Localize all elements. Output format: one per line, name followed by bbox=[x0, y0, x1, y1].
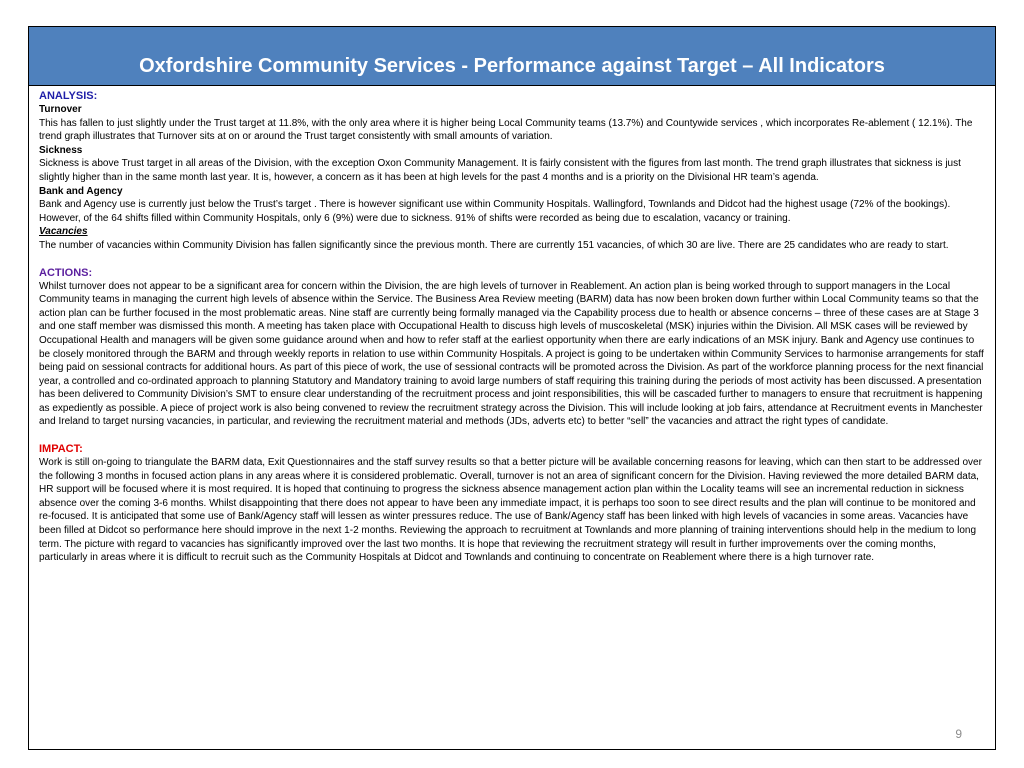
title-bar bbox=[29, 27, 995, 86]
turnover-text: This has fallen to just slightly under the Trust target at 11.8%, with the only area where it is higher being Local Community teams (13.7%) and Countywide services , which incorporates Re-ablement ( 12.1%). The trend graph illustrates that Turnover sits at on or around the Trust target consistently with small amounts of variation. bbox=[39, 117, 973, 143]
sickness-text: Sickness is above Trust target in all areas of the Division, with the exception Oxon Community Management. It is fairly consistent with the figures from last month. The trend graph illustrates that sickness is just slightly higher than in the same month last year. It is, however, a concern as it has been at high levels for the past 4 months and is a priority on the Divisional HR team’s agenda. bbox=[39, 158, 961, 183]
sickness-heading: Sickness bbox=[39, 144, 83, 156]
bank-agency-text: Bank and Agency use is currently just below the Trust’s target . There is however significant use within Community Hospitals. Wallingford, Townlands and Didcot had the highest usage (72% of the bookings). However, of the 64 shifts filled within Community Hospitals, only 6 (9%) were due to sickness. 91% of shifts were recorded as being due to escalation, vacancy or training. bbox=[39, 199, 951, 224]
turnover-heading: Turnover bbox=[39, 104, 82, 115]
actions-heading: ACTIONS: bbox=[39, 266, 93, 279]
page-number: 9 bbox=[955, 727, 962, 741]
bank-agency-heading: Bank and Agency bbox=[39, 185, 123, 197]
analysis-heading: ANALYSIS: bbox=[39, 90, 98, 102]
section-spacer bbox=[39, 253, 985, 266]
impact-text: Work is still on-going to triangulate the BARM data, Exit Questionnaires and the staff survey results so that a better picture will be available concerning reasons for leaving, which can then start to be addressed over the following 3 months in focused action plans in any areas where it is considered problematic. Overall, turnover is not an area of significant concern for the Division. Having reviewed the more detailed BARM data, HR support will be focused where it is most required. It is hoped that continuing to progress the sickness absence management action plan within the Locality teams will see an incremental reduction in sickness absence over the coming 3-6 months. Whilst disappointing that there does not appear to have been any immediate impact, it is perhaps too soon to see direct results and the plan will continue to be monitored and re-focused. It is anticipated that some use of Bank/Agency staff will lessen as winter pressures reduce. The use of Bank/Agency staff has been linked with high levels of vacancies in some areas. Vacancies have been filled at Didcot so performance here should improve in the next 1-2 months. Reviewing the approach to recruitment at Townlands and more planning of training interventions should help in the medium to long term. The picture with regard to vacancies has significantly improved over the last two months. It is hope that reviewing the recruitment strategy will result in further improvements over the coming months, particularly in areas where it is difficult to recruit such as the Community Hospitals at Didcot and Townlands and continuing to concentrate on Reablement where there is a high turnover rate. bbox=[39, 457, 982, 564]
actions-text: Whilst turnover does not appear to be a significant area for concern within the Division, the are high levels of turnover in Reablement. An action plan is being worked through to support managers in the Local Community teams in managing the current high levels of absence within the Service. The Business Area Review meeting (BARM) data has now been broken down further within Local Community teams so that the action plan can be further focused in the most problematic areas. Nine staff are currently being formally managed via the Capability process due to health or absence concerns – three of these cases are at Stage 3 and one staff member was dismissed this month. A meeting has taken place with Occupational Health to discuss high levels of muscoskeletal (MSK) injuries within the Division. All MSK cases will be reviewed by Occupational Health and managers will be given some guidance around when and how to refer staff at the earliest opportunity when there are early indications of an MSK injury. Bank and Agency use continues to be closely monitored through the BARM and through weekly reports in relation to use within Community Hospitals. A project is going to be undertaken within Community Services to harmonise arrangements for staff being paid on sessional contracts for additional hours. As part of this piece of work, the use of sessional contracts will be promoted across the Division. As part of the workforce planning process for the next financial year, a controlled and co-ordinated approach to planning Statutory and Mandatory training to avoid large numbers of staff requiring this training during the periods of most activity has been discussed. A presentation has been delivered to Community Division’s SMT to ensure clear understanding of the recruitment process and joint responsibilities, this will be cascaded further to managers to ensure that recruitment is happening as expediently as possible. A piece of project work is also being convened to review the recruitment strategy across the Division. This will include looking at job fairs, attendance at Recruitment events in Manchester and Ireland to target nursing vacancies, in particular, and reviewing the recruitment material and methods (JDs, adverts etc) to better “sell” the vacancies and attract the right types of candidate. bbox=[39, 280, 984, 428]
vacancies-heading: Vacancies bbox=[39, 226, 88, 238]
slide bbox=[28, 26, 996, 750]
vacancies-text: The number of vacancies within Community Division has fallen significantly since the previous month. There are currently 151 vacancies, of which 30 are live. There are 25 candidates who are ready to start. bbox=[39, 239, 949, 251]
impact-heading: IMPACT: bbox=[39, 443, 83, 456]
slide-title: Oxfordshire Community Services - Performance against Target – All Indicators bbox=[139, 54, 885, 77]
section-spacer bbox=[39, 429, 985, 442]
slide-content bbox=[29, 86, 995, 565]
